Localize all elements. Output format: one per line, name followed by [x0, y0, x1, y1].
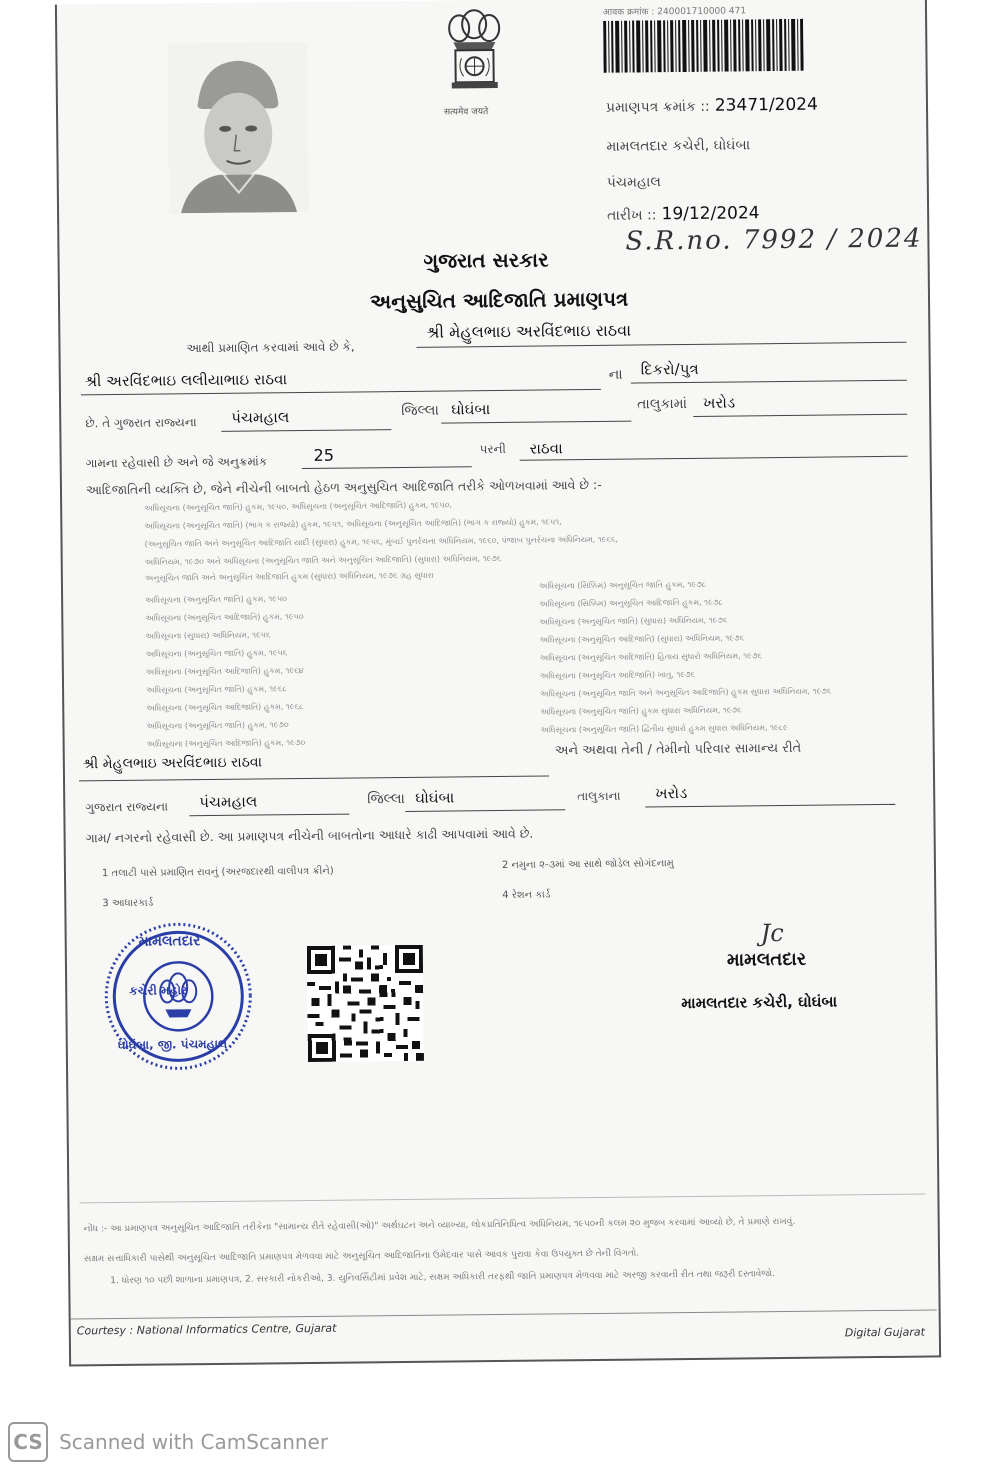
signature-title: મામલતદાર: [726, 948, 807, 971]
office-stamp: [103, 921, 255, 1073]
fine-print-item: અધિસૂચના (અનુસૂચિત આદિજાતિ) હુકમ, ૧૯૫૦: [145, 612, 304, 623]
basis-item-4: 4 રેશન કાર્ડ: [502, 889, 551, 901]
fine-print-line: અનુસૂચિત જાતિ અને અનુસૂચિત આદિજાતિ હુકમ (સુધારા) અધિનિયમ, ૧૯૭૬ ગ્રહ સુધારા: [144, 570, 434, 583]
fine-print-item: અધિસૂચના (અનુસૂચિત જાતિ) દ્વિતીય સુધારો હુકમ સુધારા અધિનિયમ, ૧૯૮૯: [540, 722, 788, 735]
footer-note-2: સક્ષમ સત્તાધિકારી પાસેથી અનુસૂચિત આદિજાતિ પ્રમાણપત્ર મેળવવા માટે અનુસૂચિત આદિજાતિના ઉમેદવાર પાસે આવક પુરાવા કેવા ઉપયુક્ત છે તેની વિગતો.: [83, 1248, 640, 1265]
relation: દિકરો/પુત્ર: [640, 359, 699, 379]
fine-print-item: અધિસૂચના (અનુસૂચિત જાતિ) (સુધારા) અધિનિયમ, ૧૯૭૬: [539, 615, 728, 627]
fine-print-item: અધિસૂચના (અનુસૂચિત આદિજાતિ) હિતાય સુધારો અધિનિયમ, ૧૯૭૬: [539, 651, 762, 663]
digital-gujarat-text: Digital Gujarat: [844, 1325, 925, 1340]
fine-print-line: (અનુસૂચિત જાતિ અને અનુસૂચિત આદિજાતિ યાદી (સુધારા) હુકમ, ૧૯૫૬, મુંબઈ પુનર્રચના અધિનિયમ, ૧૯૬૦, પંજાબ પુનર્રચના અધિનિયમ, ૧૯૬૬,: [144, 534, 619, 549]
taluka-value-2: ખરોડ: [655, 784, 688, 803]
issue-date: [607, 203, 760, 225]
taluka-label: તાલુકામાં: [637, 396, 688, 413]
date-label: તારીખ ::: [607, 207, 657, 224]
handwritten-sr-number: S.R.no. 7992 / 2024: [625, 223, 923, 257]
camscanner-watermark: [8, 1422, 328, 1462]
district-value-2-line: [405, 809, 565, 812]
taluka-label-2: તાલુકાના: [577, 788, 621, 804]
relation-line: [631, 380, 907, 384]
fine-print-item: અધિસૂચના (સિક્કિમ) અનુસૂચિત જાતિ હુકમ, ૧૯૭૮: [538, 579, 707, 591]
person-name: શ્રી મેહુલભાઇ અરવિંદભાઇ રાઠવા: [426, 320, 632, 342]
national-emblem-icon: [439, 2, 510, 103]
certificate-title: અનુસુચિત આદિજાતિ પ્રમાણપત્ર: [369, 286, 629, 314]
certificate-number: [606, 95, 818, 117]
intro-label: આથી પ્રમાણિત કરવામાં આવે છે કે,: [186, 339, 355, 356]
signature-office: મામલતદાર કચેરી, ઘોઘંબા: [681, 992, 838, 1013]
father-name-line: [81, 389, 601, 395]
fine-print-item: અધિસૂચના (અનુસૂચિત જાતિ) હુકમ સુધારા અધિનિયમ, ૧૯૭૬: [540, 705, 742, 717]
father-name: શ્રી અરવિંદભાઇ લલીયાભાઇ રાઠવા: [84, 370, 288, 391]
state-district-line: [221, 429, 391, 432]
government-title: ગુજરાત સરકાર: [423, 247, 549, 273]
taluka-value-line: [693, 414, 907, 417]
fine-print-line: અધિનિયમ, ૧૯૭૦ અને અધિસૂચના (અનુસૂચિત જાતિ અને અનુસૂચિત આદિજાતિ) (સુધારા) અધિનિયમ, ૧૯૭૬: [144, 553, 502, 567]
applicant-photo: [167, 42, 309, 213]
fine-print-item: અધિસૂચના (અનુસૂચિત આદિજાતિ) (સુધારા) અધિનિયમ, ૧૯૭૬: [539, 633, 745, 645]
state-district-2: પંચમહાલ: [199, 792, 258, 812]
footer-rule: [79, 1194, 925, 1204]
cert-no-label: પ્રમાણપત્ર ક્રમાંક ::: [605, 98, 710, 116]
cert-no-value: 23471/2024: [714, 94, 818, 116]
fine-print-item: અધિસૂચના (અનુસૂચિત આદિજાતિ) ખાતુ, ૧૯૭૬: [539, 669, 696, 681]
caste-value: રાઠવા: [529, 439, 563, 458]
taluka-value-2-line: [645, 804, 895, 808]
camscanner-logo: CS: [8, 1422, 48, 1462]
fine-print-item: અધિસૂચના (અનુસૂચિત આદિજાતિ) હુકમ, ૧૯૬૮: [146, 702, 304, 713]
fine-print-item: અધિસૂચના (અનુસૂચિત જાતિ અને અનુસૂચિત આદિજાતિ) હુકમ સુધારા અધિનિયમ, ૧૯૭૬: [540, 686, 832, 699]
issuing-office: મામલતદાર કચેરી, ઘોઘંબા: [606, 137, 751, 155]
taluka-value: ખરોડ: [703, 393, 736, 412]
stamp-bottom-text: ઘોઘંબા, જી. પંચમહાલ: [117, 1036, 228, 1053]
caste-line: [520, 456, 908, 461]
footer-note-1: નોંધ :- આ પ્રમાણપત્ર અનુસૂચિત આદિજાતિ તરીકેના "સામાન્ય રીતે રહેવાસી(ઓ)" અર્થઘટન અને વ્યાખ્યા, લોકપ્રતિનિધિત્વ અધિનિયમ, ૧૯૫૦ની કલમ ૨૦ મુજબ કરવામાં આવ્યો છે, તે પ્રમાણે રાખવું.: [83, 1216, 796, 1235]
fine-print-item: અધિસૂચના (અનુસૂચિત આદિજાતિ) હુકમ, ૧૯૭૦: [146, 738, 306, 749]
emblem-caption: सत्यमेव जयते: [443, 107, 489, 118]
fine-print-right-column: [539, 575, 832, 740]
serial-line: [302, 466, 472, 469]
fine-print-item: અધિસૂચના (અનુસૂચિત આદિજાતિ) હુકમ, ૧૯૬૪: [145, 666, 304, 677]
family-label: અને અથવા તેની / તેમીનો પરિવાર સામાન્ય રીતે: [554, 740, 802, 759]
person-name-2-line: [79, 775, 549, 781]
district-value: ઘોઘંબા: [451, 400, 491, 419]
fine-print-item: અધિસૂચના (અનુસૂચિત જાતિ) હુકમ, ૧૯૭૦: [146, 720, 289, 731]
fine-print-left-column: [145, 590, 305, 754]
stamp-middle-text: કચેરી મહોર: [129, 983, 188, 998]
stamp-top-text: મામલતદાર: [138, 933, 201, 950]
header-district: પંચમહાલ: [606, 174, 662, 191]
courtesy-rule: [71, 1309, 937, 1319]
serial-number: 25: [313, 445, 335, 465]
barcode: [603, 19, 804, 73]
fine-print-item: અધિસૂચના (સિક્કિમ) અનુસૂચિત આદિજાતિ હુકમ, ૧૯૭૮: [539, 597, 723, 609]
signature-initials: Jc: [760, 919, 784, 948]
fine-print-item: અધિસૂચના (સુધારા) અધિનિયમ, ૧૯૫૬: [145, 630, 271, 641]
tribe-sentence: આદિજાતિની વ્યક્તિ છે, જેને નીચેની બાબતો હેઠળ અનુસુચિત આદિજાતિ તરીકે ઓળખવામાં આવે છે :-: [85, 476, 602, 498]
basis-item-2: 2 નમુના ૨-૩માં આ સાથે જોડેલ સોગંદનામુ: [501, 858, 674, 871]
district-value-2: ઘોઘંબા: [415, 788, 455, 807]
district-label: જિલ્લા: [401, 402, 439, 419]
certificate-sheet: [55, 0, 941, 1367]
district-label-2: જિલ્લા: [367, 790, 406, 808]
village-label: ગામના રહેવાસી છે અને જે અનુક્રમાંક: [85, 454, 268, 471]
state-label: છે. તે ગુજરાત રાજ્યના: [85, 415, 197, 431]
state-district-2-line: [189, 814, 349, 817]
state-label-2: ગુજરાત રાજ્યના: [85, 799, 169, 815]
caste-label: પરની: [479, 441, 507, 457]
fine-print-line: અધિસૂચના (અનુસૂચિત જાતિ) હુકમ, ૧૯૫૦, અધિસૂચના (અનુસૂચિત આદિજાતિ) હુકમ, ૧૯૫૦,: [144, 500, 453, 513]
fine-print-item: અધિસૂચના (અનુસૂચિત જાતિ) હુકમ, ૧૯૬૮: [146, 684, 287, 695]
basis-item-3: 3 આધારકાર્ડ: [102, 897, 154, 910]
district-value-line: [441, 421, 631, 424]
person-name-line: [416, 342, 906, 348]
fine-print-line: અધિસૂચના (અનુસૂચિત જાતિ) (ભાગ ક રાજ્યો) હુકમ, ૧૯૫૧, અધિસૂચના (અનુસૂચિત આદિજાતિ) (ભાગ ક રાજ્યો) હુકમ, ૧૯૫૧,: [144, 517, 562, 531]
date-value: 19/12/2024: [661, 203, 760, 225]
residence-sentence: ગામ/ નગરનો રહેવાસી છે. આ પ્રમાણપત્ર નીચેની બાબતોના આધારે કાઢી આપવામાં આવે છે.: [85, 825, 534, 846]
camscanner-text: Scanned with CamScanner: [59, 1430, 329, 1454]
fine-print-item: અધિસૂચના (અનુસૂચિત જાતિ) હુકમ, ૧૯૫૦: [145, 594, 288, 605]
state-district: પંચમહાલ: [231, 408, 290, 427]
courtesy-text: Courtesy : National Informatics Centre, Gujarat: [76, 1321, 337, 1338]
basis-item-1: 1 તલાટી પાસે પ્રમાણિત રાવનું (અરજદારથી વાલીપત્ર ક્રીને): [101, 865, 334, 880]
of-label: ના: [608, 366, 623, 383]
person-name-2: શ્રી મેહુલભાઇ અરવિંદભાઇ રાઠવા: [82, 754, 263, 773]
footer-note-3: 1. ધોરણ ૧૦ પછી શાળાના પ્રમાણપત્ર, 2. સરકારી નોકરીઓ, 3. યુનિવર્સિટીમાં પ્રવેશ માટે, સક્ષમ અધિકારી તરફથી જાતિ પ્રમાણપત્ર મેળવવા માટે અરજી કરવાની રીત તથા જરૂરી દસ્તાવેજો.: [110, 1269, 776, 1287]
barcode-label: आवक क्रमांक : 240001710000 471: [602, 6, 747, 18]
fine-print-item: અધિસૂચના (અનુસૂચિત જાતિ) હુકમ, ૧૯૫૬: [145, 648, 288, 659]
qr-code: [307, 945, 424, 1062]
